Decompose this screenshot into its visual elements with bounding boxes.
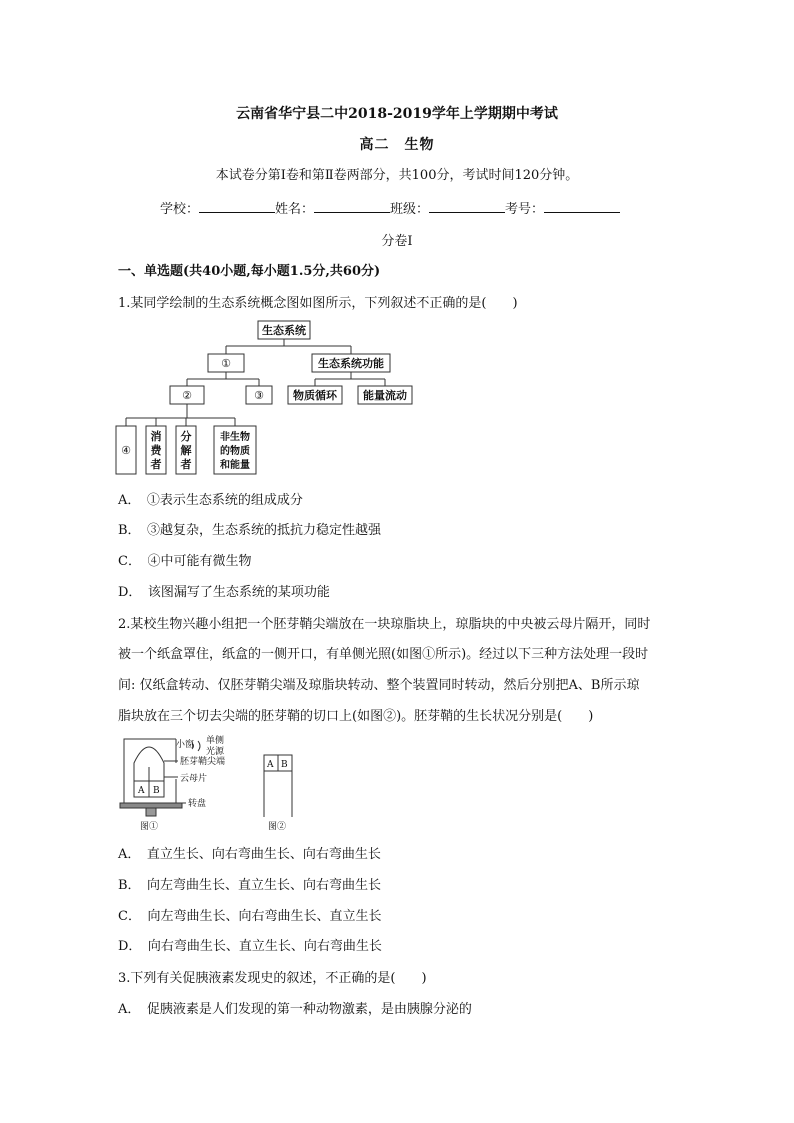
- q2-option-b[interactable]: B． 向左弯曲生长、直立生长、向右弯曲生长: [118, 878, 382, 893]
- name-label: 姓名：: [275, 202, 315, 217]
- fig-light-label-2: 光源: [206, 747, 225, 757]
- diagram-abiotic-3: 和能量: [220, 460, 250, 471]
- class-blank[interactable]: [429, 200, 505, 213]
- diagram-consumer-2: 费: [150, 444, 162, 457]
- q2-line-3: 间: 仅纸盒转动、仅胚芽鞘尖端及琼脂块转动、整个装置同时转动，然后分别把A、B所示琼: [118, 678, 640, 693]
- q2-coleoptile-figure: [112, 733, 312, 833]
- school-blank[interactable]: [199, 200, 275, 213]
- q3-option-a[interactable]: A． 促胰液素是人们发现的第一种动物激素，是由胰腺分泌的: [118, 1002, 472, 1017]
- diagram-decomposer-2: 解: [180, 444, 192, 457]
- fig-window-label: 小窗: [176, 740, 195, 750]
- diagram-consumer-3: 者: [150, 458, 162, 471]
- q2-line-1: 2.某校生物兴趣小组把一个胚芽鞘尖端放在一块琼脂块上，琼脂块的中央被云母片隔开，同时: [118, 617, 651, 632]
- diagram-cycle-label: 物质循环: [293, 389, 337, 402]
- q3-stem: 3.下列有关促胰液素发现史的叙述，不正确的是( ): [118, 971, 427, 986]
- school-label: 学校：: [160, 202, 200, 217]
- exam-subtitle: 高二 生物: [359, 137, 435, 153]
- section-mark: 分卷I: [381, 234, 413, 249]
- diagram-root-label: 生态系统: [262, 324, 306, 337]
- fig-tip-label: 胚芽鞘尖端: [180, 757, 226, 767]
- exam-intro: 本试卷分第Ⅰ卷和第Ⅱ卷两部分，共100分，考试时间120分钟。: [215, 168, 579, 183]
- q1-stem: 1.某同学绘制的生态系统概念图如图所示，下列叙述不正确的是( ): [118, 296, 518, 311]
- fig2-b-label: B: [281, 760, 288, 770]
- q2-option-a[interactable]: A． 直立生长、向右弯曲生长、向右弯曲生长: [118, 847, 381, 862]
- fig2-caption: 图②: [268, 822, 287, 832]
- q1-option-d[interactable]: D． 该图漏写了生态系统的某项功能: [118, 585, 330, 600]
- q1-option-c[interactable]: C． ④中可能有微生物: [118, 554, 252, 569]
- diagram-decomposer-3: 者: [180, 458, 192, 471]
- exam-number-label: 考号：: [505, 202, 545, 217]
- fig-mica-label: 云母片: [180, 774, 208, 784]
- diagram-func-label: 生态系统功能: [318, 357, 384, 370]
- diagram-n1-label: ①: [221, 357, 231, 370]
- q1-option-b[interactable]: B． ③越复杂，生态系统的抵抗力稳定性越强: [118, 523, 382, 538]
- diagram-flow-label: 能量流动: [363, 389, 407, 402]
- fig-a-label: A: [138, 786, 145, 796]
- name-blank[interactable]: [314, 200, 390, 213]
- fig-light-label-1: 单侧: [206, 736, 225, 746]
- fig2-a-label: A: [267, 760, 274, 770]
- diagram-n4-label: ④: [121, 444, 131, 457]
- q2-option-d[interactable]: D． 向右弯曲生长、直立生长、向右弯曲生长: [118, 939, 382, 954]
- q2-option-c[interactable]: C． 向左弯曲生长、向右弯曲生长、直立生长: [118, 909, 382, 924]
- diagram-n2-label: ②: [182, 389, 192, 402]
- q1-ecosystem-diagram: [112, 318, 422, 478]
- diagram-abiotic-2: 的物质: [220, 446, 250, 457]
- fig-b-label: B: [153, 786, 160, 796]
- student-info-fields: [160, 198, 620, 217]
- q2-line-4: 脂块放在三个切去尖端的胚芽鞘的切口上(如图②)。胚芽鞘的生长状况分别是( ): [118, 709, 594, 724]
- diagram-abiotic-1: 非生物: [220, 432, 250, 443]
- q2-line-2: 被一个纸盒罩住，纸盒的一侧开口，有单侧光照(如图①所示)。经过以下三种方法处理一段时: [118, 647, 649, 662]
- exam-title: 云南省华宁县二中2018-2019学年上学期期中考试: [236, 106, 558, 122]
- class-label: 班级：: [390, 202, 430, 217]
- diagram-n3-label: ③: [254, 389, 264, 402]
- exam-number-blank[interactable]: [544, 200, 620, 213]
- diagram-decomposer-1: 分: [180, 430, 192, 443]
- fig-turntable-label: 转盘: [188, 799, 207, 809]
- q1-option-a[interactable]: A． ①表示生态系统的组成成分: [118, 493, 303, 508]
- section-heading: 一、单选题(共40小题,每小题1.5分,共60分): [118, 264, 381, 279]
- diagram-consumer-1: 消: [150, 430, 162, 443]
- fig1-caption: 图①: [140, 822, 159, 832]
